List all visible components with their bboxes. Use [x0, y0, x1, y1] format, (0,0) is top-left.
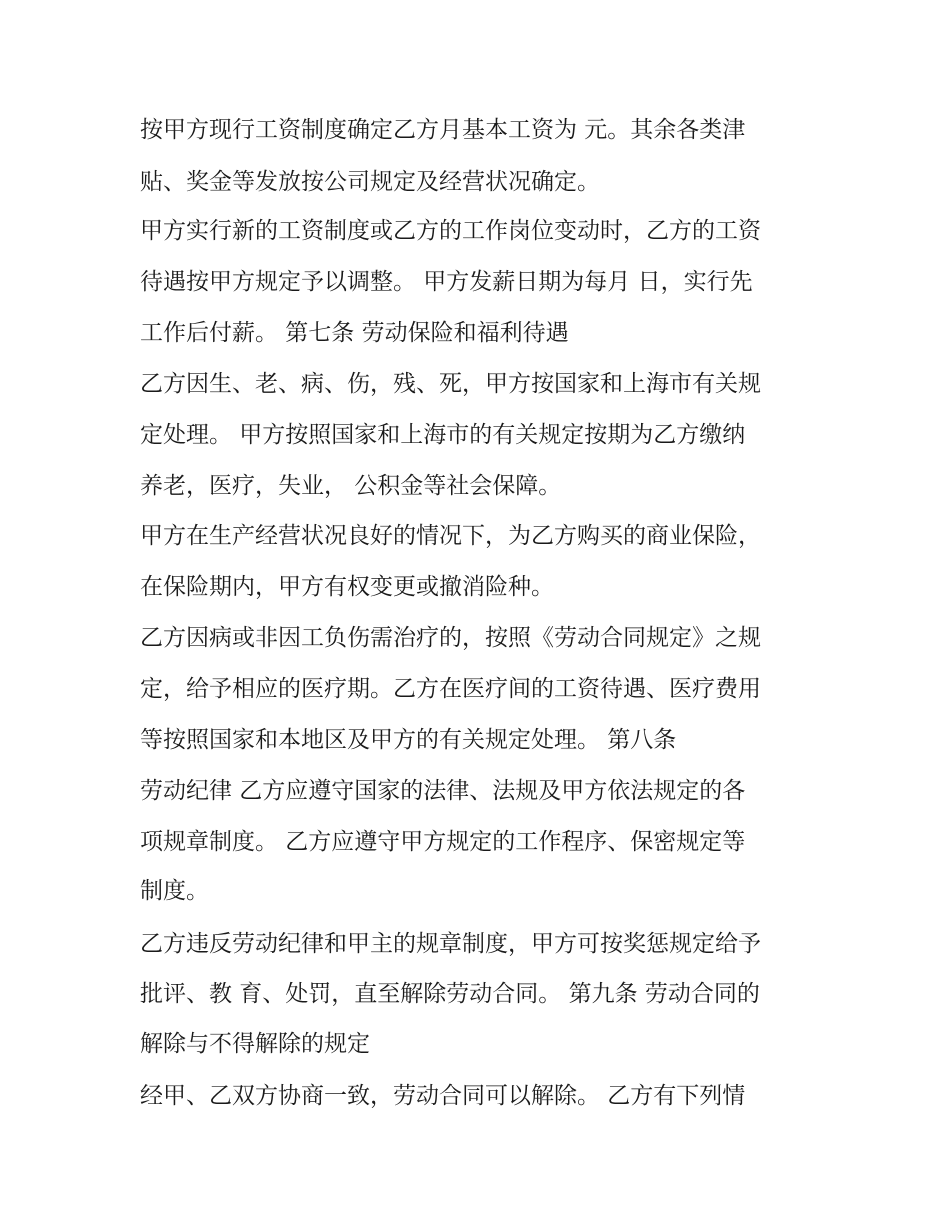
text-line: 经甲、乙双方协商一致，劳动合同可以解除。 乙方有下列情 — [140, 1083, 746, 1109]
text-line: 待遇按甲方规定予以调整。 甲方发薪日期为每月 日，实行先 — [140, 269, 753, 295]
text-line: 工作后付薪。 第七条 劳动保险和福利待遇 — [140, 320, 569, 346]
text-line: 项规章制度。 乙方应遵守甲方规定的工作程序、保密规定等 — [140, 829, 746, 855]
text-line: 定处理。 甲方按照国家和上海市的有关规定按期为乙方缴纳 — [140, 422, 746, 448]
text-line: 制度。 — [140, 878, 209, 904]
text-line: 等按照国家和本地区及甲方的有关规定处理。 第八条 — [140, 727, 677, 753]
text-line: 在保险期内，甲方有权变更或撤消险种。 — [140, 574, 554, 600]
text-line: 乙方违反劳动纪律和甲主的规章制度，甲方可按奖惩规定给予 — [140, 931, 761, 957]
text-line: 乙方因生、老、病、伤，残、死，甲方按国家和上海市有关规 — [140, 371, 761, 397]
text-line: 劳动纪律 乙方应遵守国家的法律、法规及甲方依法规定的各 — [140, 778, 746, 804]
text-line: 甲方实行新的工资制度或乙方的工作岗位变动时，乙方的工资 — [140, 218, 761, 244]
text-line: 批评、教 育、处罚，直至解除劳动合同。 第九条 劳动合同的 — [140, 981, 760, 1007]
text-line: 解除与不得解除的规定 — [140, 1031, 370, 1057]
text-line: 乙方因病或非因工负伤需治疗的，按照《劳动合同规定》之规 — [140, 625, 761, 651]
text-line: 定，给予相应的医疗期。乙方在医疗间的工资待遇、医疗费用 — [140, 676, 761, 702]
text-line: 甲方在生产经营状况良好的情况下，为乙方购买的商业保险， — [140, 523, 761, 549]
text-line: 养老，医疗，失业， 公积金等社会保障。 — [140, 473, 562, 499]
text-line: 按甲方现行工资制度确定乙方月基本工资为 元。其余各类津 — [140, 117, 746, 143]
text-line: 贴、奖金等发放按公司规定及经营状况确定。 — [140, 169, 600, 195]
